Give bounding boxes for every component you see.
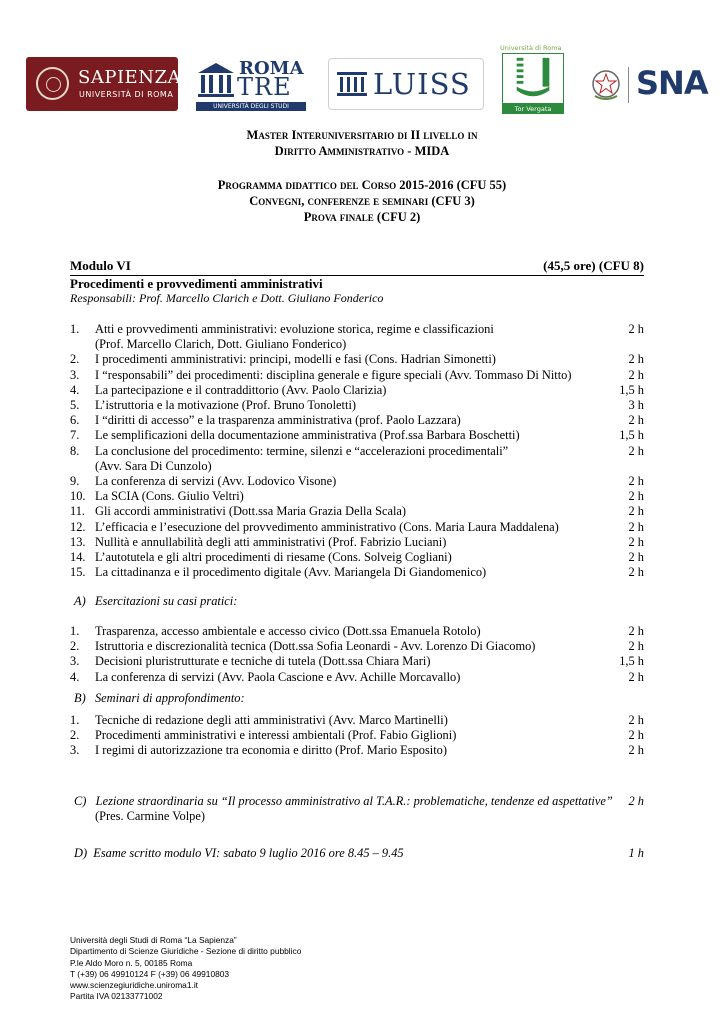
list-item (70, 368, 644, 383)
lesson-list (70, 322, 644, 580)
list-item (70, 398, 644, 413)
torvergata-logo (500, 44, 568, 114)
item-text: I procedimenti amministrativi: principi, modelli e fasi (Cons. Hadrian Simonetti) (95, 352, 496, 367)
item-number: 6. (70, 413, 80, 428)
item-text: Decisioni pluristrutturate e tecniche di tutela (Dott.ssa Chiara Mari) (95, 654, 431, 669)
item-hours: 1,5 h (619, 382, 644, 397)
item-number: 5. (70, 398, 80, 413)
item-hours: 2 h (628, 534, 644, 549)
item-text: I regimi di autorizzazione tra economia e diritto (Prof. Mario Esposito) (95, 743, 447, 758)
section-d-text: D) Esame scritto modulo VI: sabato 9 luglio 2016 ore 8.45 – 9.45 (74, 846, 404, 860)
item-text-continued: (Avv. Sara Di Cunzolo) (95, 458, 212, 473)
item-number: 2. (70, 728, 80, 743)
logo-bar (26, 44, 708, 114)
list-item (70, 504, 644, 519)
sna-name: SNA (636, 64, 708, 102)
item-text: I “responsabili” dei procedimenti: disciplina generale e figure speciali (Avv. Tommaso Di Nitto) (95, 367, 572, 382)
item-text-continued: (Prof. Marcello Clarich, Dott. Giuliano Fonderico) (95, 337, 347, 352)
list-item (70, 654, 644, 669)
section-d (74, 846, 644, 861)
item-text: Procedimenti amministrativi e interessi ambientali (Prof. Fabio Giglioni) (95, 728, 457, 743)
luiss-columns-icon (337, 72, 367, 96)
heading-line-5: Prova finale (CFU 2) (303, 210, 421, 224)
footer-line-website: www.scienzegiuridiche.uniroma1.it (70, 980, 199, 991)
item-hours: 2 h (628, 550, 644, 565)
item-hours: 2 h (628, 413, 644, 428)
list-item (70, 743, 644, 758)
item-number: 7. (70, 428, 80, 443)
item-number: 9. (70, 474, 80, 489)
item-number: 12. (70, 519, 86, 534)
heading-line-2: Diritto Amministrativo - MIDA (274, 144, 450, 158)
section-c (74, 794, 644, 824)
sna-logo (584, 61, 708, 111)
item-hours: 2 h (628, 624, 644, 638)
item-hours: 1,5 h (619, 654, 644, 669)
item-text: La partecipazione e il contraddittorio (Avv. Paolo Clarizia) (95, 382, 387, 397)
item-hours: 2 h (628, 639, 644, 654)
item-text: La conferenza di servizi (Avv. Lodovico Visone) (95, 474, 337, 489)
item-number: 2. (70, 639, 80, 654)
sapienza-logo (26, 57, 181, 111)
footer-line-phone: T (+39) 06 49910124 F (+39) 06 49910803 (70, 968, 230, 979)
list-item (70, 535, 644, 550)
list-item (70, 444, 644, 474)
list-item (70, 670, 644, 685)
item-number: 8. (70, 443, 80, 458)
footer-line-department: Dipartimento di Scienze Giuridiche - Sezione di diritto pubblico (70, 946, 302, 957)
item-text: I “diritti di accesso” e la trasparenza amministrativa (prof. Paolo Lazzara) (95, 413, 461, 428)
item-text: L’autotutela e gli altri procedimenti di riesame (Cons. Solveig Cogliani) (95, 550, 452, 565)
list-item (70, 474, 644, 489)
item-hours: 2 h (628, 352, 644, 367)
module-header (70, 258, 644, 276)
list-item (70, 383, 644, 398)
item-hours: 2 h (628, 669, 644, 684)
item-hours: 2 h (628, 743, 644, 758)
item-text: L’istruttoria e la motivazione (Prof. Bruno Tonoletti) (95, 398, 357, 413)
item-number: 2. (70, 352, 80, 367)
item-hours: 2 h (628, 489, 644, 504)
module-responsible: Responsabili: Prof. Marcello Clarich e Dott. Giuliano Fonderico (70, 291, 384, 305)
romatre-subtitle: UNIVERSITÀ DEGLI STUDI (196, 102, 306, 111)
heading-line-4: Convegni, conferenze e seminari (CFU 3) (249, 194, 475, 208)
torvergata-bottom-text: Tor Vergata (502, 104, 564, 114)
section-d-hours: 1 h (628, 846, 644, 860)
item-text: Le semplificazioni della documentazione amministrativa (Prof.ssa Barbara Boschetti) (95, 428, 520, 443)
item-number: 1. (70, 713, 80, 727)
item-number: 3. (70, 654, 80, 669)
footer-line-address: P.le Aldo Moro n. 5, 00185 Roma (70, 957, 193, 968)
item-text: La conclusione del procedimento: termine, silenzi e “accelerazioni procedimentali” (95, 443, 509, 458)
item-hours: 2 h (628, 713, 644, 727)
item-hours: 2 h (628, 474, 644, 489)
item-number: 10. (70, 489, 86, 504)
list-item (70, 322, 644, 352)
heading-line-1: Master Interuniversitario di II livello in (246, 128, 478, 142)
list-item (70, 624, 644, 639)
torvergata-top-text: Università di Roma (500, 44, 562, 52)
item-text: Atti e provvedimenti amministrativi: evoluzione storica, regime e classificazioni (95, 322, 494, 336)
list-item (70, 713, 644, 728)
item-text: Tecniche di redazione degli atti amministrativi (Avv. Marco Martinelli) (95, 713, 448, 727)
item-text: Trasparenza, accesso ambientale e accesso civico (Dott.ssa Emanuela Rotolo) (95, 624, 481, 638)
item-number: 3. (70, 367, 80, 382)
section-c-hours: 2 h (628, 794, 644, 808)
footer-line-university: Università degli Studi di Roma “La Sapienza” (70, 935, 237, 945)
romatre-roma: ROMA (239, 58, 304, 79)
item-hours: 2 h (628, 728, 644, 743)
section-b-list (70, 713, 644, 759)
list-item (70, 728, 644, 743)
item-text: La SCIA (Cons. Giulio Veltri) (95, 489, 244, 504)
sna-separator (628, 67, 629, 103)
item-hours: 2 h (628, 519, 644, 534)
torvergata-u-icon (502, 53, 564, 104)
italian-republic-emblem-icon (590, 68, 622, 102)
item-number: 15. (70, 565, 86, 580)
section-b-label: B) Seminari di approfondimento: (74, 691, 245, 705)
item-number: 1. (70, 624, 80, 638)
item-number: 11. (70, 504, 86, 519)
luiss-name: LUISS (373, 67, 471, 101)
list-item (70, 428, 644, 443)
section-a-label: A) Esercitazioni su casi pratici: (74, 594, 238, 608)
list-item (70, 489, 644, 504)
module-hours: (45,5 ore) (CFU 8) (543, 258, 644, 273)
item-hours: 2 h (628, 443, 644, 458)
sapienza-seal-icon (36, 67, 69, 100)
item-text: Gli accordi amministrativi (Dott.ssa Maria Grazia Della Scala) (95, 504, 407, 519)
module-label: Modulo VI (70, 258, 131, 273)
section-a-list (70, 624, 644, 685)
list-item (70, 550, 644, 565)
item-number: 3. (70, 743, 80, 758)
item-hours: 2 h (628, 322, 644, 336)
list-item (70, 565, 644, 580)
module-title: Procedimenti e provvedimenti amministrativi (70, 276, 323, 291)
item-text: La conferenza di servizi (Avv. Paola Cascione e Avv. Achille Morcavallo) (95, 669, 461, 684)
item-text: Nullità e annullabilità degli atti amministrativi (Prof. Fabrizio Luciani) (95, 534, 447, 549)
luiss-logo (328, 58, 484, 110)
section-c-speaker: (Pres. Carmine Volpe) (95, 809, 206, 824)
item-number: 4. (70, 669, 80, 684)
item-hours: 2 h (628, 504, 644, 519)
romatre-tre: TRE (237, 73, 292, 101)
heading-line-3: Programma didattico del Corso 2015-2016 (CFU 55) (217, 178, 507, 192)
item-text: La cittadinanza e il procedimento digitale (Avv. Mariangela Di Giandomenico) (95, 565, 487, 580)
item-text: L’efficacia e l’esecuzione del provvedimento amministrativo (Cons. Maria Laura Maddalena) (95, 519, 559, 534)
item-number: 14. (70, 550, 86, 565)
item-hours: 2 h (628, 367, 644, 382)
sapienza-name: SAPIENZA (78, 67, 181, 88)
footer (70, 935, 301, 1003)
item-number: 1. (70, 322, 80, 336)
list-item (70, 352, 644, 367)
section-c-text: C) Lezione straordinaria su “Il processo amministrativo al T.A.R.: problematiche, tendenze ed aspettative” (74, 794, 613, 808)
item-number: 4. (70, 382, 80, 397)
romatre-logo (196, 58, 306, 111)
list-item (70, 520, 644, 535)
item-text: Istruttoria e discrezionalità tecnica (Dott.ssa Sofia Leonardi - Avv. Lorenzo Di Giacomo) (95, 639, 536, 654)
footer-line-vat: Partita IVA 02133771002 (70, 991, 163, 1002)
list-item (70, 413, 644, 428)
romatre-building-icon (196, 61, 236, 99)
list-item (70, 639, 644, 654)
sapienza-subtitle: UNIVERSITÀ DI ROMA (79, 90, 174, 99)
item-hours: 3 h (628, 398, 644, 413)
item-number: 13. (70, 534, 86, 549)
item-hours: 1,5 h (619, 428, 644, 443)
item-hours: 2 h (628, 565, 644, 580)
